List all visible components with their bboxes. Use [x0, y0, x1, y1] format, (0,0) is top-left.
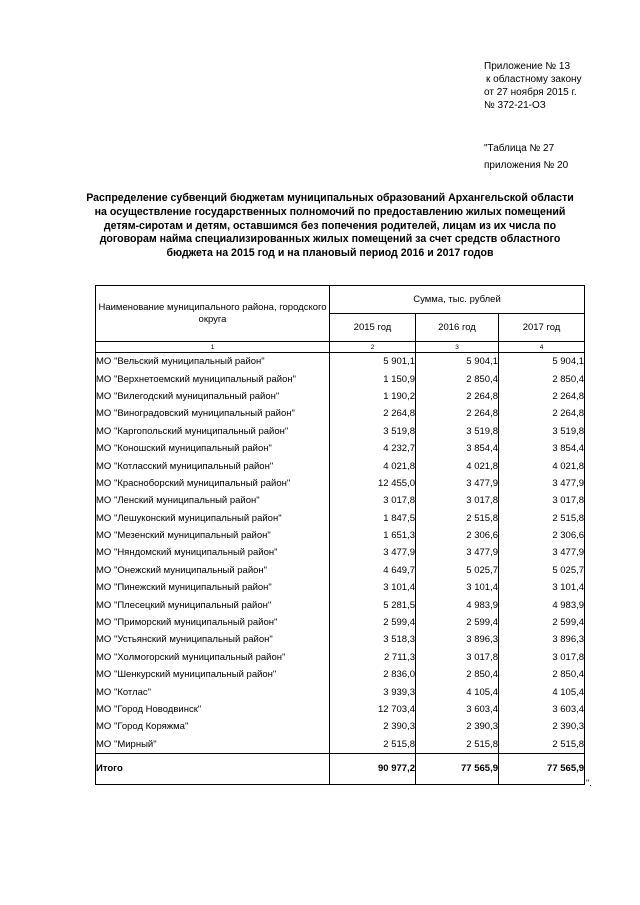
- table-row: [96, 370, 585, 387]
- table-row: [96, 492, 585, 509]
- row-value-2017: 2 850,4: [499, 370, 585, 387]
- row-value-2015: 2 264,8: [330, 405, 416, 422]
- row-value-2015: 2 390,3: [330, 718, 416, 735]
- row-name: МО "Вилегодский муниципальный район": [96, 388, 330, 405]
- subsidy-table: [95, 285, 585, 785]
- row-value-2015: 1 847,5: [330, 510, 416, 527]
- row-value-2015: 2 711,3: [330, 649, 416, 666]
- table-column-numbers: [96, 342, 585, 353]
- table-header-row: [96, 286, 585, 314]
- table-row: [96, 718, 585, 735]
- row-name: МО "Котласский муниципальный район": [96, 457, 330, 474]
- row-value-2017: 3 101,4: [499, 579, 585, 596]
- row-value-2015: 1 651,3: [330, 527, 416, 544]
- row-name: МО "Коношский муниципальный район": [96, 440, 330, 457]
- row-value-2015: 4 649,7: [330, 562, 416, 579]
- row-value-2017: 2 599,4: [499, 614, 585, 631]
- row-value-2015: 3 101,4: [330, 579, 416, 596]
- row-value-2016: 2 390,3: [416, 718, 499, 735]
- table-row: [96, 736, 585, 754]
- row-value-2015: 1 190,2: [330, 388, 416, 405]
- column-number: 4: [499, 342, 585, 353]
- row-name: МО "Няндомский муниципальный район": [96, 544, 330, 561]
- table-row: [96, 475, 585, 492]
- row-value-2017: 3 477,9: [499, 544, 585, 561]
- row-name: МО "Приморский муниципальный район": [96, 614, 330, 631]
- closing-mark: ".: [586, 778, 592, 788]
- row-value-2017: 2 850,4: [499, 666, 585, 683]
- row-value-2015: 3 519,8: [330, 423, 416, 440]
- row-value-2016: 3 101,4: [416, 579, 499, 596]
- table-row: [96, 510, 585, 527]
- row-value-2016: 3 477,9: [416, 544, 499, 561]
- row-name: МО "Каргопольский муниципальный район": [96, 423, 330, 440]
- row-value-2016: 3 017,8: [416, 492, 499, 509]
- header-sum: Сумма, тыс. рублей: [330, 286, 585, 314]
- table-row: [96, 701, 585, 718]
- table-row: [96, 666, 585, 683]
- row-name: МО "Лешуконский муниципальный район": [96, 510, 330, 527]
- row-name: МО "Устьянский муниципальный район": [96, 631, 330, 648]
- table-row: [96, 649, 585, 666]
- table-total-row: [96, 753, 585, 784]
- table-row: [96, 457, 585, 474]
- table-row: [96, 405, 585, 422]
- row-value-2017: 5 025,7: [499, 562, 585, 579]
- row-value-2017: 2 515,8: [499, 736, 585, 754]
- row-value-2016: 2 599,4: [416, 614, 499, 631]
- row-value-2016: 2 264,8: [416, 405, 499, 422]
- row-value-2017: 5 904,1: [499, 353, 585, 371]
- row-value-2017: 4 105,4: [499, 683, 585, 700]
- row-value-2015: 1 150,9: [330, 370, 416, 387]
- header-year-2015: 2015 год: [330, 314, 416, 342]
- row-value-2016: 4 021,8: [416, 457, 499, 474]
- row-name: МО "Онежский муниципальный район": [96, 562, 330, 579]
- row-name: МО "Вельский муниципальный район": [96, 353, 330, 371]
- row-name: МО "Пинежский муниципальный район": [96, 579, 330, 596]
- row-name: МО "Город Коряжма": [96, 718, 330, 735]
- column-number: 2: [330, 342, 416, 353]
- row-value-2016: 3 896,3: [416, 631, 499, 648]
- appendix-note: [484, 60, 582, 112]
- row-value-2016: 3 477,9: [416, 475, 499, 492]
- row-value-2015: 12 455,0: [330, 475, 416, 492]
- row-value-2016: 3 854,4: [416, 440, 499, 457]
- row-value-2017: 3 519,8: [499, 423, 585, 440]
- row-name: МО "Котлас": [96, 683, 330, 700]
- row-name: МО "Город Новодвинск": [96, 701, 330, 718]
- row-value-2017: 4 983,9: [499, 596, 585, 613]
- row-value-2017: 2 264,8: [499, 405, 585, 422]
- row-value-2016: 4 983,9: [416, 596, 499, 613]
- total-2016: 77 565,9: [416, 753, 499, 784]
- appendix-line: Приложение № 13: [484, 61, 571, 72]
- column-number: 1: [96, 342, 330, 353]
- row-name: МО "Мезенский муниципальный район": [96, 527, 330, 544]
- row-value-2016: 3 017,8: [416, 649, 499, 666]
- table-row: [96, 614, 585, 631]
- row-value-2017: 2 264,8: [499, 388, 585, 405]
- table-reference-line: приложения № 20: [484, 160, 569, 171]
- row-value-2016: 3 519,8: [416, 423, 499, 440]
- total-2017: 77 565,9: [499, 753, 585, 784]
- row-value-2015: 3 477,9: [330, 544, 416, 561]
- table-reference: [484, 140, 568, 174]
- row-value-2016: 3 603,4: [416, 701, 499, 718]
- row-value-2015: 3 518,3: [330, 631, 416, 648]
- row-value-2015: 2 599,4: [330, 614, 416, 631]
- row-name: МО "Холмогорский муниципальный район": [96, 649, 330, 666]
- row-name: МО "Виноградовский муниципальный район": [96, 405, 330, 422]
- appendix-line: № 372-21-ОЗ: [484, 100, 546, 111]
- total-2015: 90 977,2: [330, 753, 416, 784]
- row-value-2017: 2 515,8: [499, 510, 585, 527]
- row-value-2016: 2 306,6: [416, 527, 499, 544]
- appendix-line: от 27 ноября 2015 г.: [484, 87, 577, 98]
- table-row: [96, 579, 585, 596]
- table-row: [96, 423, 585, 440]
- row-value-2016: 5 025,7: [416, 562, 499, 579]
- row-value-2015: 3 939,3: [330, 683, 416, 700]
- table-row: [96, 388, 585, 405]
- appendix-line: к областному закону: [486, 74, 582, 85]
- table-row: [96, 562, 585, 579]
- row-value-2017: 3 017,8: [499, 492, 585, 509]
- table-row: [96, 596, 585, 613]
- row-name: МО "Шенкурский муниципальный район": [96, 666, 330, 683]
- row-value-2015: 4 021,8: [330, 457, 416, 474]
- row-value-2015: 12 703,4: [330, 701, 416, 718]
- row-value-2015: 5 281,5: [330, 596, 416, 613]
- table-row: [96, 527, 585, 544]
- header-year-2016: 2016 год: [416, 314, 499, 342]
- header-name: Наименование муниципального района, городского округа: [96, 286, 330, 342]
- row-name: МО "Красноборский муниципальный район": [96, 475, 330, 492]
- row-value-2016: 2 515,8: [416, 510, 499, 527]
- row-value-2016: 2 264,8: [416, 388, 499, 405]
- row-value-2015: 2 836,0: [330, 666, 416, 683]
- row-value-2016: 4 105,4: [416, 683, 499, 700]
- row-value-2016: 2 515,8: [416, 736, 499, 754]
- row-value-2017: 4 021,8: [499, 457, 585, 474]
- table-body: [96, 353, 585, 754]
- row-value-2015: 4 232,7: [330, 440, 416, 457]
- row-value-2017: 3 017,8: [499, 649, 585, 666]
- row-value-2016: 2 850,4: [416, 666, 499, 683]
- row-value-2016: 2 850,4: [416, 370, 499, 387]
- row-value-2016: 5 904,1: [416, 353, 499, 371]
- total-label: Итого: [96, 753, 330, 784]
- header-year-2017: 2017 год: [499, 314, 585, 342]
- row-value-2017: 3 854,4: [499, 440, 585, 457]
- row-value-2017: 3 896,3: [499, 631, 585, 648]
- row-value-2017: 2 390,3: [499, 718, 585, 735]
- row-value-2015: 3 017,8: [330, 492, 416, 509]
- row-name: МО "Плесецкий муниципальный район": [96, 596, 330, 613]
- document-title: Распределение субвенций бюджетам муниципальных образований Архангельской области на осуществление государственных полномочий по предоставлению жилых помещений детям-сиротам и детям, оставшимся без попечения родителей, лицам из их числа по договорам найма специализированных жилых помещений за счет средств областного бюджета на 2015 год и на плановый период 2016 и 2017 годов: [86, 192, 574, 260]
- row-value-2015: 2 515,8: [330, 736, 416, 754]
- column-number: 3: [416, 342, 499, 353]
- row-value-2017: 3 477,9: [499, 475, 585, 492]
- table-row: [96, 544, 585, 561]
- row-value-2017: 3 603,4: [499, 701, 585, 718]
- row-name: МО "Мирный": [96, 736, 330, 754]
- table-row: [96, 440, 585, 457]
- row-name: МО "Ленский муниципальный район": [96, 492, 330, 509]
- row-name: МО "Верхнетоемский муниципальный район": [96, 370, 330, 387]
- table-row: [96, 353, 585, 371]
- row-value-2015: 5 901,1: [330, 353, 416, 371]
- table-row: [96, 683, 585, 700]
- table-row: [96, 631, 585, 648]
- row-value-2017: 2 306,6: [499, 527, 585, 544]
- table-reference-line: "Таблица № 27: [484, 143, 555, 154]
